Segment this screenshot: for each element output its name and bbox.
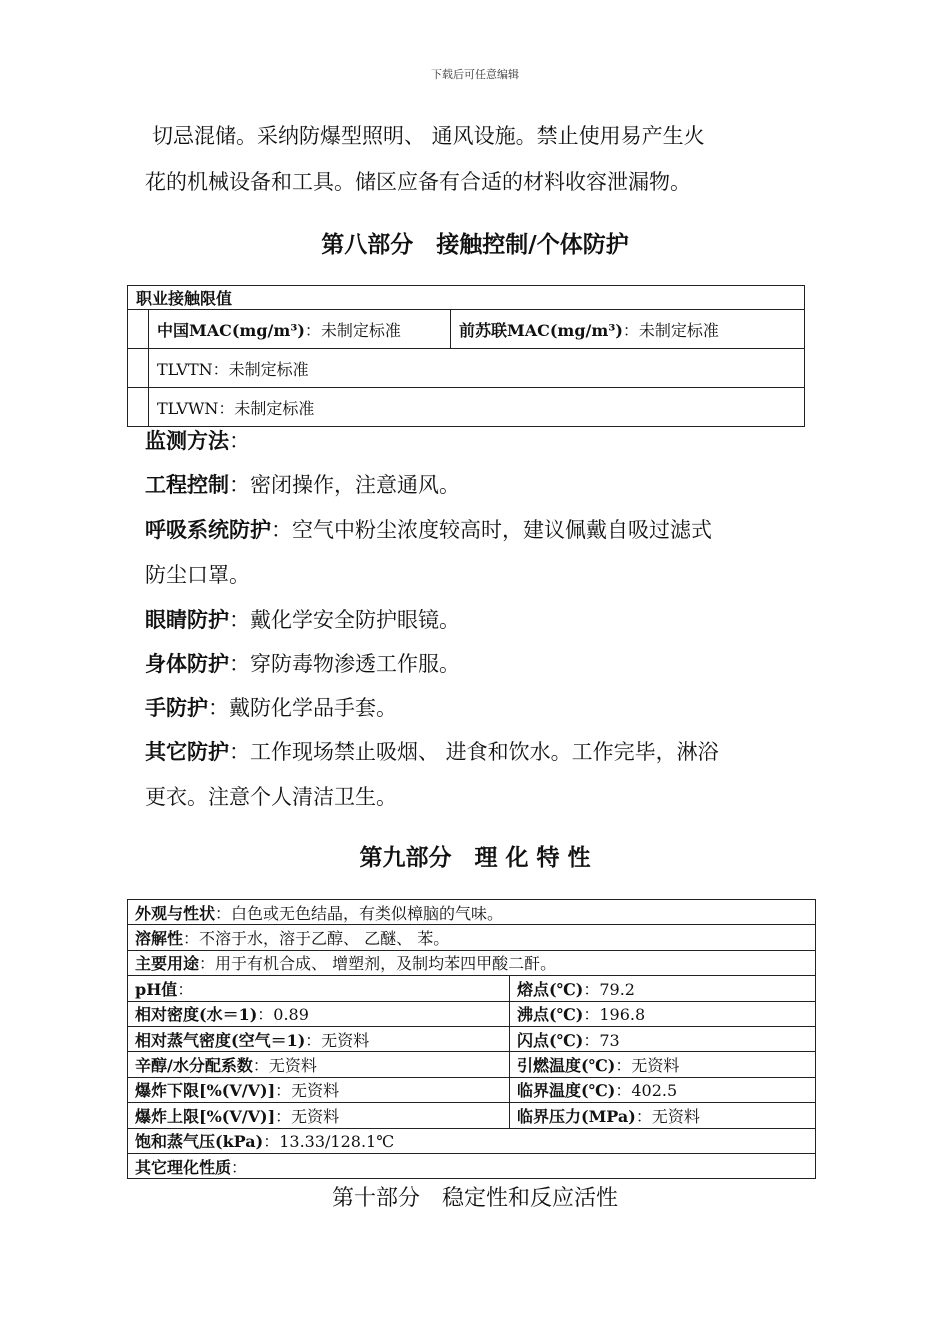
property-cell: 沸点(℃)：196.8	[510, 1001, 816, 1026]
property-row: 外观与性状：白色或无色结晶，有类似樟脑的气味。	[128, 900, 816, 925]
protection-item: 工程控制：密闭操作，注意通风。	[145, 473, 460, 497]
property-cell: 熔点(℃)：79.2	[510, 976, 816, 1001]
property-cell: 辛醇/水分配系数：无资料	[128, 1052, 510, 1077]
property-cell: 爆炸上限[%(V/V)]：无资料	[128, 1103, 510, 1128]
tlvwn-cell: TLVWN：未制定标准	[149, 388, 805, 427]
page-header: 下载后可任意编辑	[431, 68, 519, 81]
china-mac-cell: 中国MAC(mg/m³)：未制定标准	[149, 310, 451, 349]
section-9-title: 第九部分 理 化 特 性	[359, 845, 591, 871]
indent-cell	[128, 310, 149, 349]
ussr-mac-cell: 前苏联MAC(mg/m³)：未制定标准	[451, 310, 805, 349]
protection-item: 手防护：戴防化学品手套。	[145, 696, 397, 720]
section-8-title: 第八部分 接触控制/个体防护	[321, 232, 629, 258]
exposure-limits-heading: 职业接触限值	[128, 286, 805, 310]
intro-line-2: 花的机械设备和工具。储区应备有合适的材料收容泄漏物。	[145, 170, 691, 194]
property-cell: 临界压力(MPa)：无资料	[510, 1103, 816, 1128]
property-cell: 相对蒸气密度(空气＝1)：无资料	[128, 1026, 510, 1051]
property-row: 饱和蒸气压(kPa)：13.33/128.1℃	[128, 1128, 816, 1153]
property-row: 主要用途：用于有机合成、 增塑剂，及制均苯四甲酸二酐。	[128, 950, 816, 975]
indent-cell	[128, 349, 149, 388]
protection-item: 其它防护：工作现场禁止吸烟、 进食和饮水。工作完毕，淋浴	[145, 740, 719, 764]
protection-item: 眼睛防护：戴化学安全防护眼镜。	[145, 608, 460, 632]
property-row: 其它理化性质：	[128, 1153, 816, 1178]
property-row: 溶解性：不溶于水，溶于乙醇、 乙醚、 苯。	[128, 925, 816, 950]
protection-item: 更衣。注意个人清洁卫生。	[145, 785, 397, 809]
property-cell: 临界温度(℃)：402.5	[510, 1077, 816, 1102]
protection-item: 监测方法：	[145, 429, 250, 453]
physical-properties-table	[127, 899, 816, 1179]
intro-line-1: 切忌混储。采纳防爆型照明、 通风设施。禁止使用易产生火	[152, 124, 705, 148]
protection-item: 呼吸系统防护：空气中粉尘浓度较高时，建议佩戴自吸过滤式	[145, 518, 712, 542]
protection-item: 防尘口罩。	[145, 563, 250, 587]
exposure-limits-table	[127, 285, 805, 427]
property-cell: 爆炸下限[%(V/V)]：无资料	[128, 1077, 510, 1102]
tlvtn-cell: TLVTN：未制定标准	[149, 349, 805, 388]
property-cell: 引燃温度(℃)：无资料	[510, 1052, 816, 1077]
property-cell: pH值：	[128, 976, 510, 1001]
protection-item: 身体防护：穿防毒物渗透工作服。	[145, 652, 460, 676]
property-cell: 相对密度(水＝1)：0.89	[128, 1001, 510, 1026]
section-10-title: 第十部分 稳定性和反应活性	[331, 1186, 618, 1211]
property-cell: 闪点(℃)：73	[510, 1026, 816, 1051]
